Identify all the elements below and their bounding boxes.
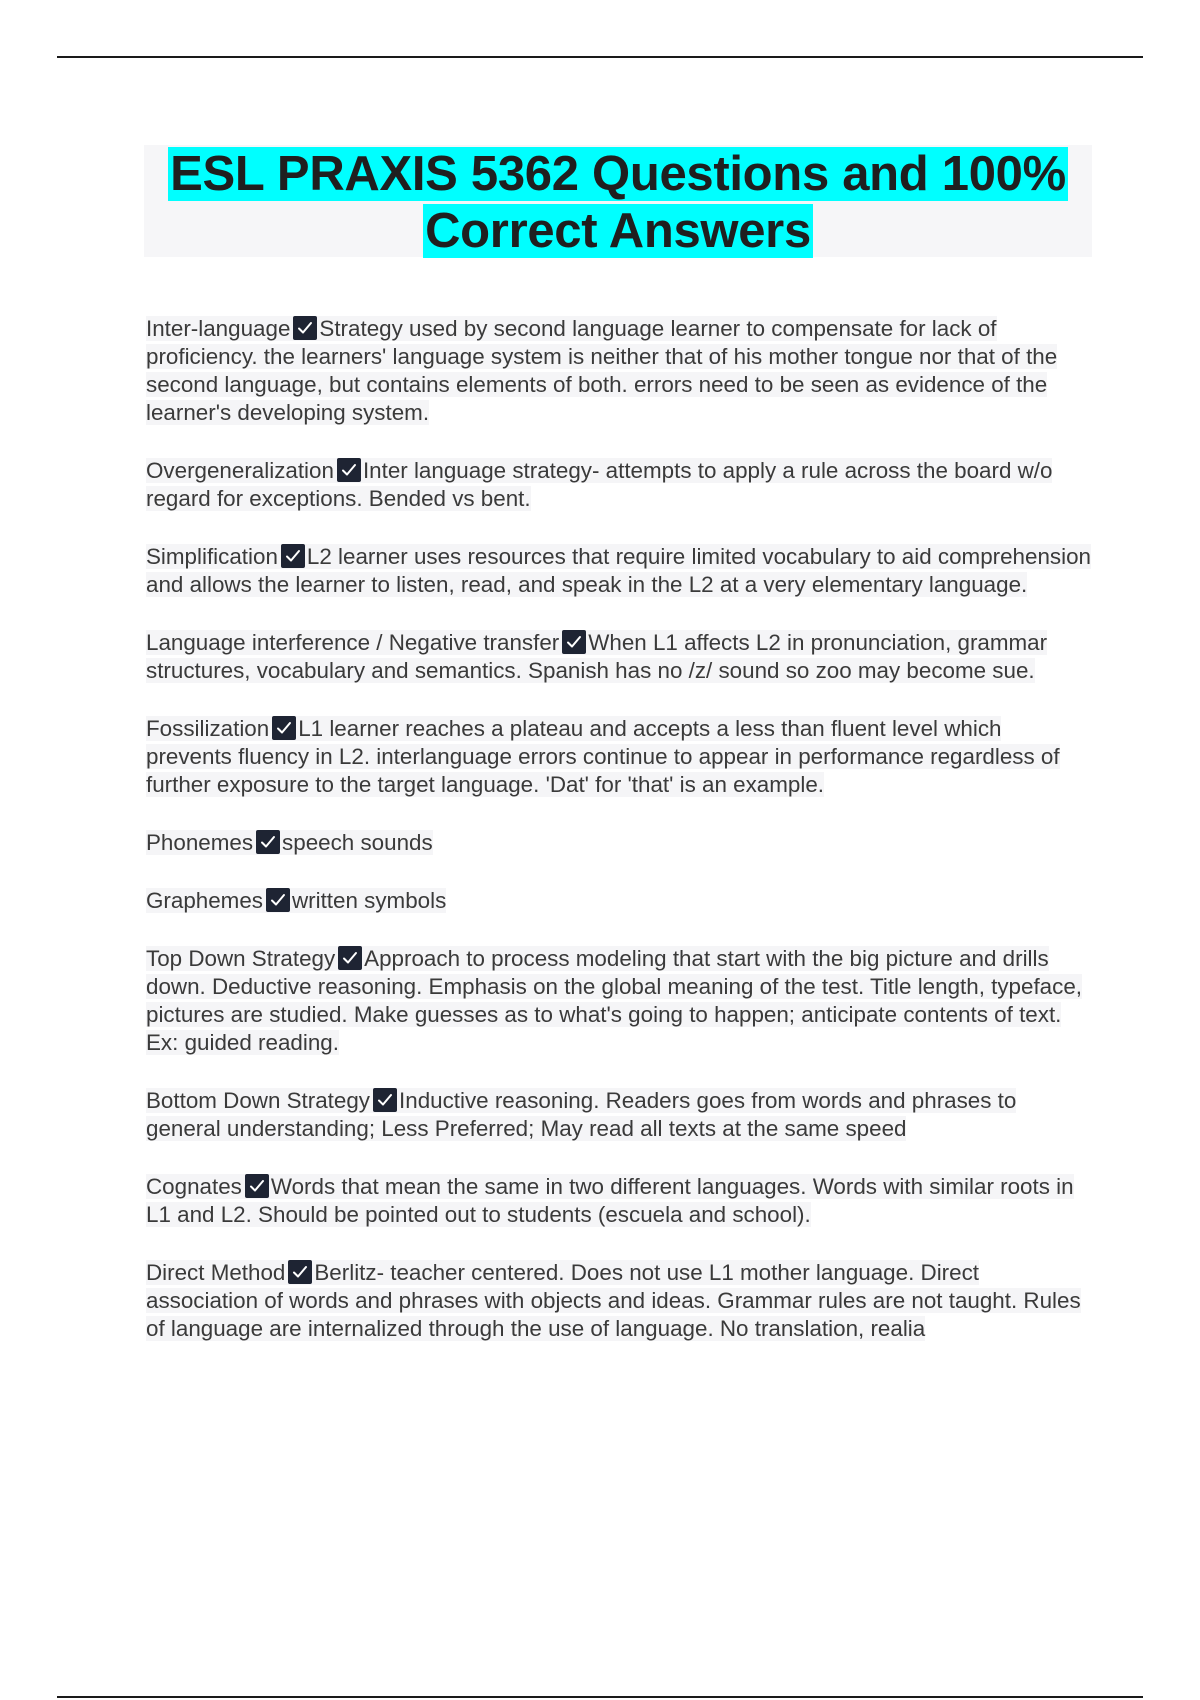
definition: Strategy used by second language learner to compensate for lack of proficiency. the learners' language system is neither that of his mother tongue nor that of the second language, but contains elements of both. errors need to be seen as evidence of the learner's developing system. xyxy=(146,316,1058,425)
page-title xyxy=(144,146,1092,260)
qa-item xyxy=(146,887,1092,915)
check-icon xyxy=(245,1174,269,1198)
bottom-rule xyxy=(57,1696,1143,1698)
term: Phonemes xyxy=(146,830,254,855)
check-icon xyxy=(281,544,305,568)
term: Language interference / Negative transfer xyxy=(146,630,560,655)
term: Fossilization xyxy=(146,716,270,741)
definition: L2 learner uses resources that require limited vocabulary to aid comprehension and allows the learner to listen, read, and speak in the L2 at a very elementary language. xyxy=(146,544,1091,597)
title-line-1: ESL PRAXIS 5362 Questions and 100% xyxy=(170,147,1066,201)
qa-item-text xyxy=(146,1088,1016,1141)
qa-item-text xyxy=(146,716,1060,797)
term: Cognates xyxy=(146,1174,242,1199)
definition: speech sounds xyxy=(282,830,433,855)
term: Top Down Strategy xyxy=(146,946,336,971)
definition: When L1 affects L2 in pronunciation, grammar structures, vocabulary and semantics. Spanish has no /z/ sound so zoo may become sue. xyxy=(146,630,1048,683)
qa-item-text xyxy=(146,630,1047,683)
qa-item-text xyxy=(146,946,1082,1055)
title-block xyxy=(144,145,1092,257)
qa-item-text xyxy=(146,544,1091,597)
check-icon xyxy=(256,830,280,854)
check-icon xyxy=(272,716,296,740)
definition: Words that mean the same in two different languages. Words with similar roots in L1 and L2. Should be pointed out to students (escuela and school). xyxy=(146,1174,1074,1227)
qa-item xyxy=(146,945,1092,1057)
term: Bottom Down Strategy xyxy=(146,1088,371,1113)
term: Graphemes xyxy=(146,888,263,913)
qa-item-text xyxy=(146,1174,1074,1227)
qa-item xyxy=(146,543,1092,599)
term: Simplification xyxy=(146,544,278,569)
qa-item xyxy=(146,315,1092,427)
check-icon xyxy=(373,1088,397,1112)
qa-item xyxy=(146,457,1092,513)
qa-item xyxy=(146,1173,1092,1229)
qa-item-text xyxy=(146,830,433,855)
term: Direct Method xyxy=(146,1260,286,1285)
definition: L1 learner reaches a plateau and accepts a less than fluent level which prevents fluency in L2. interlanguage errors continue to appear in performance regardless of further exposure to the target language. 'Dat' for 'that' is an example. xyxy=(146,716,1060,797)
term: Overgeneralization xyxy=(146,458,334,483)
qa-item xyxy=(146,1259,1092,1343)
qa-item-text xyxy=(146,316,1057,425)
qa-item-text xyxy=(146,1260,1081,1341)
qa-item xyxy=(146,715,1092,799)
qa-item xyxy=(146,829,1092,857)
qa-list xyxy=(146,315,1092,1373)
check-icon xyxy=(266,888,290,912)
qa-item-text xyxy=(146,888,446,913)
check-icon xyxy=(562,630,586,654)
definition: Inter language strategy- attempts to apply a rule across the board w/o regard for exceptions. Bended vs bent. xyxy=(146,458,1053,511)
check-icon xyxy=(288,1260,312,1284)
title-line-2: Correct Answers xyxy=(425,204,811,258)
definition: written symbols xyxy=(291,888,447,913)
check-icon xyxy=(293,316,317,340)
term: Inter-language xyxy=(146,316,291,341)
definition: Berlitz- teacher centered. Does not use L1 mother language. Direct association of words and phrases with objects and ideas. Grammar rules are not taught. Rules of language are internalized through the use of language. No translation, realia xyxy=(146,1260,1081,1341)
qa-item-text xyxy=(146,458,1052,511)
qa-item xyxy=(146,629,1092,685)
definition: Inductive reasoning. Readers goes from words and phrases to general understanding; Less Preferred; May read all texts at the same speed xyxy=(146,1088,1017,1141)
qa-item xyxy=(146,1087,1092,1143)
check-icon xyxy=(337,458,361,482)
top-rule xyxy=(57,56,1143,58)
definition: Approach to process modeling that start with the big picture and drills down. Deductive reasoning. Emphasis on the global meaning of the test. Title length, typeface, pictures are studied. Make guesses as to what's going to happen; anticipate contents of text. Ex: guided reading. xyxy=(146,946,1083,1055)
check-icon xyxy=(338,946,362,970)
